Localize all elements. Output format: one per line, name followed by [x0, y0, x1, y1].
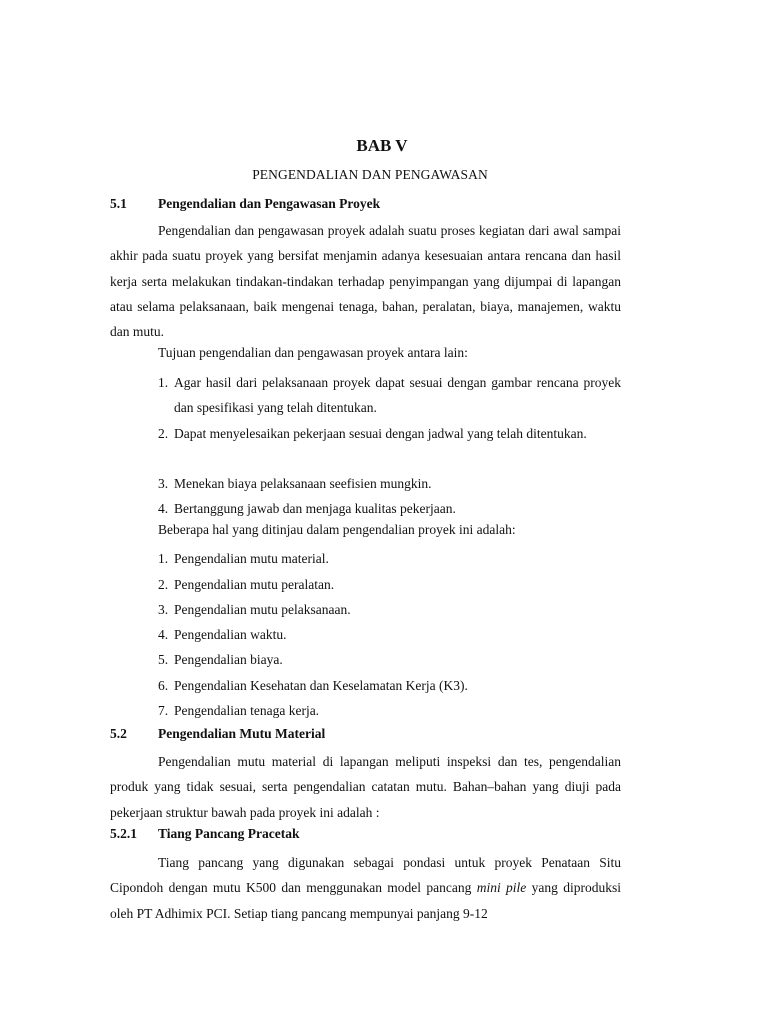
- paragraph-pile-italic-term: mini pile: [476, 880, 527, 896]
- section-heading-5-2: [110, 726, 325, 742]
- list-number: 3.: [158, 476, 169, 491]
- list-text: Menekan biaya pelaksanaan seefisien mungkin.: [174, 476, 432, 491]
- list-number: 4.: [158, 501, 169, 516]
- section-heading-5-1: [110, 196, 380, 212]
- paragraph-pile-text-a: Tiang pancang yang digunakan sebagai pondasi untuk proyek Penataan Situ Cipondoh dengan mutu K500 dan menggunakan model pancang: [110, 855, 621, 896]
- list-item: [158, 647, 621, 672]
- paragraph-pile-text-b: yang diproduksi oleh PT Adhimix PCI. Setiap tiang pancang mempunyai panjang 9-12: [110, 880, 621, 921]
- list-item: [158, 370, 621, 421]
- list-item: [158, 597, 621, 622]
- list-item: [158, 698, 621, 723]
- paragraph-controls-intro: Beberapa hal yang ditinjau dalam pengendalian proyek ini adalah:: [158, 522, 516, 537]
- list-item: [158, 471, 621, 496]
- list-number: 7.: [158, 703, 169, 718]
- list-number: 3.: [158, 602, 169, 617]
- section-title: Pengendalian Mutu Material: [158, 726, 326, 741]
- chapter-subtitle: PENGENDALIAN DAN PENGAWASAN: [252, 167, 488, 182]
- list-text: Dapat menyelesaikan pekerjaan sesuai dengan jadwal yang telah ditentukan.: [174, 426, 587, 441]
- list-item: [158, 546, 621, 571]
- list-number: 5.: [158, 652, 169, 667]
- section-title: Tiang Pancang Pracetak: [158, 826, 300, 841]
- list-item: [158, 572, 621, 597]
- section-number: 5.2.1: [110, 826, 137, 841]
- list-text: Pengendalian mutu pelaksanaan.: [174, 602, 351, 617]
- list-text: Pengendalian mutu peralatan.: [174, 577, 335, 592]
- list-text: Pengendalian mutu material.: [174, 551, 329, 566]
- section-number: 5.2: [110, 726, 127, 741]
- list-text: Agar hasil dari pelaksanaan proyek dapat sesuai dengan gambar rencana proyek dan spesifikasi yang telah ditentukan.: [174, 375, 621, 416]
- section-number: 5.1: [110, 196, 127, 211]
- section-heading-5-2-1: [110, 826, 300, 842]
- list-text: Bertanggung jawab dan menjaga kualitas pekerjaan.: [174, 501, 456, 516]
- paragraph-definition: Pengendalian dan pengawasan proyek adalah suatu proses kegiatan dari awal sampai akhir pada suatu proyek yang bersifat menjamin adanya kesesuaian antara rencana dan hasil kerja serta melakukan tindakan-tindakan terhadap penyimpangan yang dijumpai di lapangan atau selama pelaksanaan, baik mengenai tenaga, bahan, peralatan, biaya, manajemen, waktu dan mutu.: [110, 223, 621, 340]
- list-text: Pengendalian biaya.: [174, 652, 283, 667]
- section-title: Pengendalian dan Pengawasan Proyek: [158, 196, 381, 211]
- list-number: 1.: [158, 375, 169, 390]
- list-text: Pengendalian Kesehatan dan Keselamatan Kerja (K3).: [174, 678, 468, 693]
- list-text: Pengendalian tenaga kerja.: [174, 703, 320, 718]
- list-number: 2.: [158, 577, 169, 592]
- chapter-title: BAB V: [356, 136, 408, 155]
- list-number: 4.: [158, 627, 169, 642]
- list-item: [158, 673, 621, 698]
- list-number: 6.: [158, 678, 169, 693]
- paragraph-pile: [110, 850, 621, 926]
- list-item: [158, 496, 621, 521]
- list-number: 2.: [158, 426, 169, 441]
- paragraph-material-quality: Pengendalian mutu material di lapangan meliputi inspeksi dan tes, pengendalian produk yang tidak sesuai, serta pengendalian catatan mutu. Bahan–bahan yang diuji pada pekerjaan struktur bawah pada proyek ini adalah :: [110, 754, 621, 820]
- paragraph-goals-intro: Tujuan pengendalian dan pengawasan proyek antara lain:: [158, 345, 468, 360]
- list-number: 1.: [158, 551, 169, 566]
- list-text: Pengendalian waktu.: [174, 627, 287, 642]
- list-item: [158, 421, 621, 446]
- list-item: [158, 622, 621, 647]
